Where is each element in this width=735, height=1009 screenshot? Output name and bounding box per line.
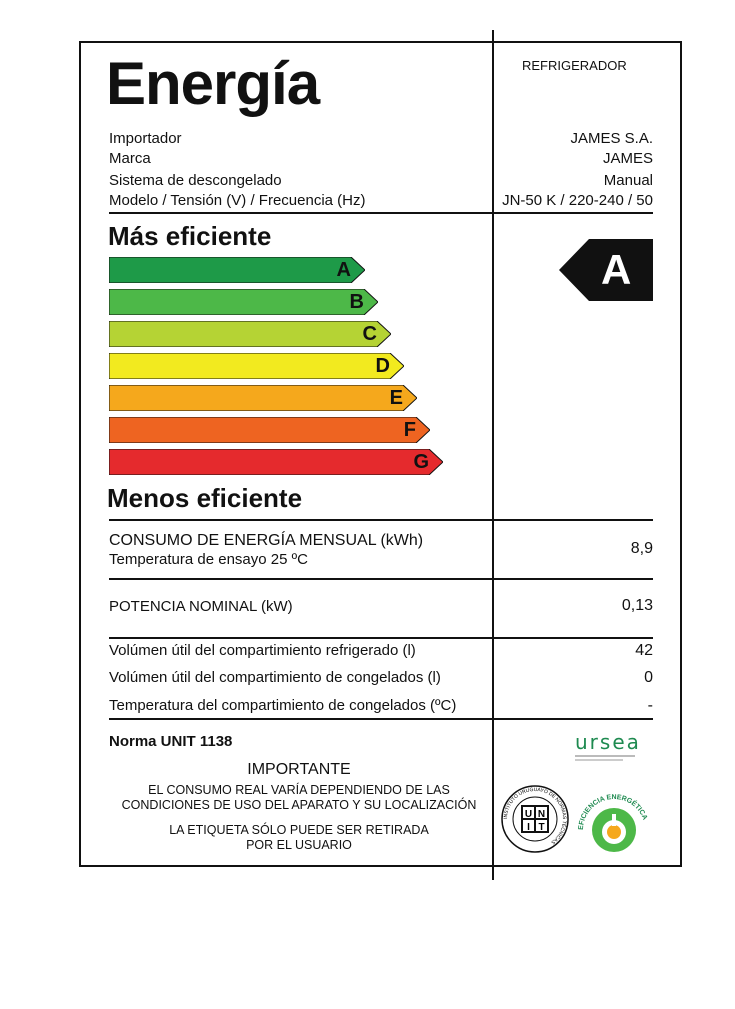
info-value-modelo: JN-50 K / 220-240 / 50 xyxy=(502,192,653,209)
consumption-label: CONSUMO DE ENERGÍA MENSUAL (kWh) xyxy=(109,532,424,549)
unit-letter-t: T xyxy=(538,822,545,833)
class-bar-g xyxy=(109,449,443,475)
class-bar-d xyxy=(109,353,404,379)
divider-info xyxy=(109,212,653,214)
class-bar-c xyxy=(109,321,391,347)
info-value-importador: JAMES S.A. xyxy=(570,130,653,147)
rating-letter: A xyxy=(601,246,632,293)
consumption-value: 8,9 xyxy=(630,540,653,557)
class-letter-d: D xyxy=(375,355,390,377)
norma-text: Norma UNIT 1138 xyxy=(109,733,233,750)
important-text-2: CONDICIONES DE USO DEL APARATO Y SU LOCALIZACIÓN xyxy=(121,798,477,812)
volume-freezer-value: 0 xyxy=(644,669,653,686)
power-label: POTENCIA NOMINAL (kW) xyxy=(109,598,293,615)
class-letter-c: C xyxy=(362,323,377,345)
class-letter-b: B xyxy=(349,291,364,313)
class-bar-f xyxy=(109,417,430,443)
more-efficient-heading: Más eficiente xyxy=(108,221,272,251)
eficiencia-text: EFICIENCIA ENERGÉTICA xyxy=(577,793,649,831)
less-efficient-heading: Menos eficiente xyxy=(107,483,303,513)
eficiencia-energetica-logo xyxy=(573,784,655,856)
class-bar-e xyxy=(109,385,417,411)
unit-letter-i: I xyxy=(527,822,530,833)
unit-seal xyxy=(500,784,570,854)
info-key-marca: Marca xyxy=(109,150,151,167)
info-key-importador: Importador xyxy=(109,130,182,147)
class-letter-f: F xyxy=(403,419,416,441)
info-value-marca: JAMES xyxy=(602,150,653,167)
important-text-4: POR EL USUARIO xyxy=(246,838,352,852)
divider-footer-top xyxy=(109,718,653,720)
unit-seal-text: INSTITUTO URUGUAYO DE NORMAS TÉCNICAS xyxy=(502,786,568,846)
label-title: Energía xyxy=(106,50,320,117)
freezer-temp-label: Temperatura del compartimiento de congelados (ºC) xyxy=(109,697,457,714)
unit-letter-n: N xyxy=(537,809,546,820)
consumption-sublabel: Temperatura de ensayo 25 ºC xyxy=(109,551,308,568)
important-text-3: LA ETIQUETA SÓLO PUEDE SER RETIRADA xyxy=(169,823,429,837)
volume-fridge-value: 42 xyxy=(635,642,653,659)
important-text-1: EL CONSUMO REAL VARÍA DEPENDIENDO DE LAS xyxy=(148,783,450,797)
product-type: REFRIGERADOR xyxy=(522,58,627,73)
divider-consumption-top xyxy=(109,519,653,521)
info-value-sistema: Manual xyxy=(603,172,653,189)
volume-fridge-label: Volúmen útil del compartimiento refrigerado (l) xyxy=(109,642,416,659)
power-value: 0,13 xyxy=(621,597,653,614)
class-letter-e: E xyxy=(389,387,403,409)
class-bar-b xyxy=(109,289,378,315)
class-bar-a xyxy=(109,257,365,283)
ursea-tagline-line-2 xyxy=(575,759,623,761)
divider-volumes-top xyxy=(109,637,653,639)
class-letter-g: G xyxy=(413,451,429,473)
rating-arrow xyxy=(559,239,653,301)
class-letter-a: A xyxy=(336,259,351,281)
info-key-sistema: Sistema de descongelado xyxy=(109,172,282,189)
info-key-modelo: Modelo / Tensión (V) / Frecuencia (Hz) xyxy=(109,192,366,209)
ursea-wordmark: ursea xyxy=(575,730,641,754)
divider-power-top xyxy=(109,578,653,580)
ursea-logo xyxy=(575,730,655,764)
volume-freezer-label: Volúmen útil del compartimiento de congelados (l) xyxy=(109,669,441,686)
unit-letter-u: U xyxy=(524,809,533,820)
freezer-temp-value: - xyxy=(647,697,653,714)
important-title: IMPORTANTE xyxy=(247,761,351,778)
ursea-tagline-line xyxy=(575,755,635,757)
